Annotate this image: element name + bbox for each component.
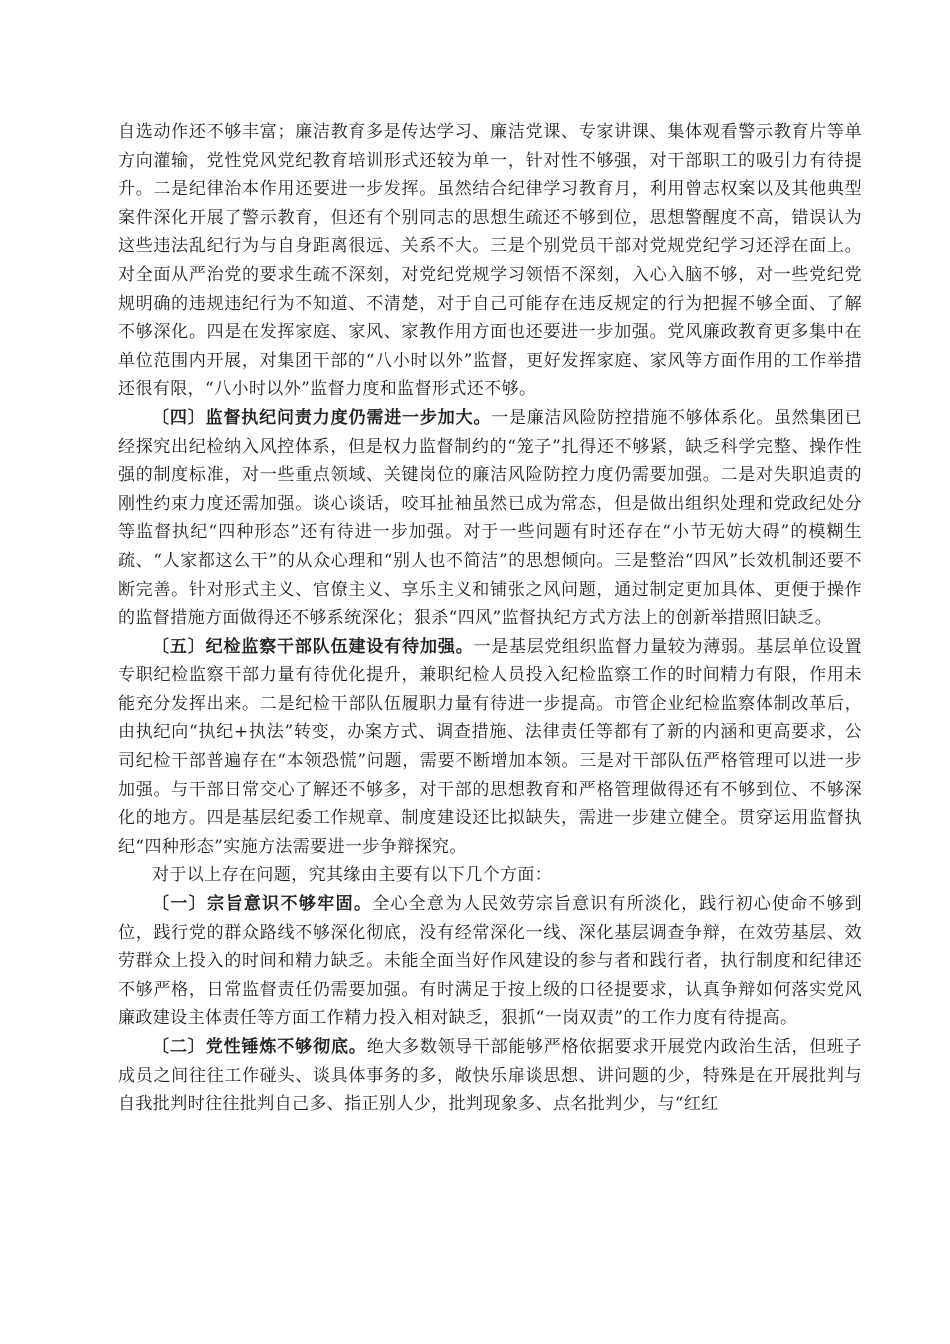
- paragraph-1-body: 自选动作还不够丰富；廉洁教育多是传达学习、廉洁党课、专家讲课、集体观看警示教育片等单方向灌输，党性党风党纪教育培训形式还较为单一，针对性不够强，对干部职工的吸引力有待提升。二是纪律治本作用还要进一步发挥。虽然结合纪律学习教育月，利用曾志权案以及其他典型案件深化开展了警示教育，但还有个别同志的思想生疏还不够到位，思想警醒度不高，错误认为这些违法乱纪行为与自身距离很远、关系不大。三是个别党员干部对党规党纪学习还浮在面上。对全面从严治党的要求生疏不深刻，对党纪党规学习领悟不深刻，入心入脑不够，对一些党纪党规明确的违规违纪行为不知道、不清楚，对于自己可能存在违反规定的行为把握不够全面、了解不够深化。四是在发挥家庭、家风、家教作用方面也还要进一步加强。党风廉政教育更多集中在单位范围内开展，对集团干部的“八小时以外”监督，更好发挥家庭、家风等方面作用的工作举措还很有限，“八小时以外”监督力度和监督形式还不够。: [118, 122, 862, 400]
- section-5-heading: 〔五〕纪检监察干部队伍建设有待加强。: [152, 636, 474, 657]
- cause-1-body: 全心全意为人民效劳宗旨意识有所淡化，践行初心使命不够到位，践行党的群众路线不够深化彻底，没有经常深化一线、深化基层调查争辩，在效劳基层、效劳群众上投入的时间和精力缺乏。未能全面当好作风建设的参与者和践行者，执行制度和纪律还不够严格，日常监督责任仍需要加强。有时满足于按上级的口径提要求，认真争辩如何落实党风廉政建设主体责任等方面工作精力投入相对缺乏，狠抓“一岗双责”的工作力度有待提高。: [118, 894, 862, 1029]
- causes-intro-text: 对于以上存在问题，究其缘由主要有以下几个方面：: [152, 865, 553, 886]
- cause-1-heading: 〔一〕宗旨意识不够牢固。: [152, 894, 373, 915]
- paragraph-1: [118, 118, 862, 404]
- paragraph-causes-intro: [118, 861, 862, 890]
- cause-2-body: 绝大多数领导干部能够严格依据要求开展党内政治生活，但班子成员之间往往工作碰头、谈具体事务的多，敞快乐扉谈思想、讲问题的少，特殊是在开展批判与自我批判时往往批判自己多、指正别人少，批判现象多、点名批判少，与“红红: [118, 1037, 863, 1115]
- section-4-body: 一是廉洁风险防控措施不够体系化。虽然集团已经探究出纪检纳入风控体系，但是权力监督制约的“笼子”扎得还不够紧，缺乏科学完整、操作性强的制度标准，对一些重点领域、关键岗位的廉洁风险防控力度仍需要加强。二是对失职追责的刚性约束力度还需加强。谈心谈话，咬耳扯袖虽然已成为常态，但是做出组织处理和党政纪处分等监督执纪“四种形态”还有待进一步加强。对于一些问题有时还存在“小节无妨大碍”的模糊生疏、“人家都这么干”的从众心理和“别人也不简洁”的思想倾向。三是整治“四风”长效机制还要不断完善。针对形式主义、官僚主义、享乐主义和铺张之风问题，通过制定更加具体、更便于操作的监督措施方面做得还不够系统深化；狠杀“四风”监督执纪方式方法上的创新举措照旧缺乏。: [118, 407, 862, 629]
- paragraph-section-4: [118, 404, 862, 633]
- paragraph-section-5: [118, 633, 862, 862]
- paragraph-cause-1: [118, 890, 862, 1033]
- document-page: [118, 118, 862, 1119]
- section-5-body: 一是基层党组织监督力量较为薄弱。基层单位设置专职纪检监察干部力量有待优化提升，兼职纪检人员投入纪检监察工作的时间精力有限，作用未能充分发挥出来。二是纪检干部队伍履职力量有待进一步提高。市管企业纪检监察体制改革后，由执纪向“执纪+执法”转变，办案方式、调查措施、法律责任等都有了新的内涵和更高要求，公司纪检干部普遍存在“本领恐慌”问题，需要不断增加本领。三是对干部队伍严格管理可以进一步加强。与干部日常交心了解还不够多，对干部的思想教育和严格管理做得还有不够到位、不够深化的地方。四是基层纪委工作规章、制度建设还比拟缺失，需进一步建立健全。贯穿运用监督执纪“四种形态”实施方法需要进一步争辩探究。: [118, 636, 862, 857]
- section-4-heading: 〔四〕监督执纪问责力度仍需进一步加大。: [152, 407, 492, 428]
- paragraph-cause-2: [118, 1033, 862, 1119]
- cause-2-heading: 〔二〕党性锤炼不够彻底。: [152, 1037, 367, 1057]
